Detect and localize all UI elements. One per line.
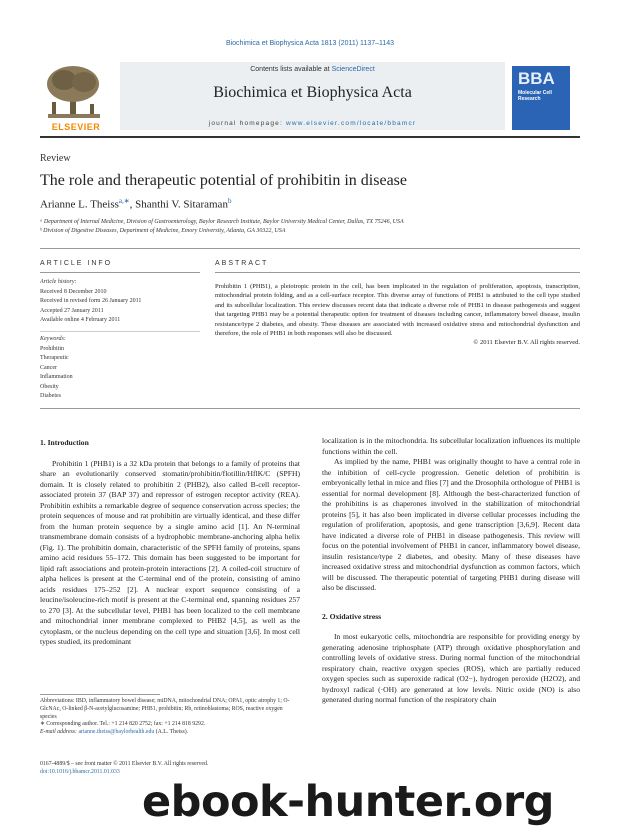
abstract-text: Prohibitin 1 (PHB1), a pleiotropic protein in the cell, has been implicated in the regulation of proliferation, apoptosis, transcription, mitochondrial protein folding, and as a cell-surface receptor. This diverse array of functions of PHB1 is attributed to the cell type studied and its subcellular localization. This review discusses recent data that indicate a diverse role of PHB1 in disease pathogenesis and suggest that targeting PHB1 may be a potential therapeutic option for treatment of diseases including cancer, inflammatory bowel disease, insulin resistance/type 2 diabetes, and obesity. These diseases are associated with increased oxidative stress and mitochondrial dysfunction and therefore, the role of PHB1 in both responses will also be discussed. — [215, 283, 580, 338]
contents-prefix: Contents lists available at — [250, 66, 330, 73]
email-footnote — [40, 729, 298, 737]
email-suffix: (A.L. Theiss). — [154, 729, 189, 736]
author-affiliation-mark[interactable]: b — [227, 197, 232, 205]
divider — [40, 272, 200, 273]
article-info-heading: ARTICLE INFO — [40, 260, 113, 267]
author-list — [40, 197, 231, 211]
journal-homepage — [120, 120, 505, 127]
divider — [40, 248, 580, 249]
keyword: Cancer — [40, 364, 57, 371]
keyword: Prohibitin — [40, 345, 65, 352]
history-received: Received 8 December 2010 — [40, 288, 107, 295]
paragraph: localization is in the mitochondria. Its subcellular localization influences its multiple functions within the cell. — [322, 436, 580, 456]
history-label: Article history: — [40, 279, 77, 285]
divider — [40, 408, 580, 409]
keyword: Inflammation — [40, 374, 73, 380]
keywords-block — [40, 335, 200, 402]
paragraph: As implied by the name, PHB1 was originally thought to have a central role in the inhibition of cell-cycle progression. Genetic deletion of prohibitin is embryonically lethal in mice and flies [7] and the Drosophila orthologue of PHB1 is essential for normal development [8]. Although the best-characterized function of the prohibitins is as chaperones involved in the stabilization of mitochondrial proteins [5], it has also been implicated in diverse cellular processes including the regulation of proliferation, apoptosis, and gene transcription [3,6,9]. Recent data have indicated a diverse role of PHB1 in disease pathogenesis. This review will focus on the potential involvement of PHB1 in cancer, inflammatory bowel disease, insulin resistance/type 2 diabetes, and obesity. Many of these diseases have increased oxidative stress and mitochondrial dysfunction as common factors, which will be discussed. The therapeutic potential of targeting PHB1 during disease will also be discussed. — [322, 457, 580, 592]
issn-block — [40, 760, 340, 776]
email-label: E-mail address: — [40, 729, 79, 736]
affiliation-b: ᵇ Division of Digestive Diseases, Department of Medicine, Emory University, Atlanta, GA 30322, USA — [40, 228, 286, 234]
abstract-heading: ABSTRACT — [215, 260, 269, 267]
paragraph: In most eukaryotic cells, mitochondria are responsible for providing energy by generating adenosine triphosphate (ATP) through oxidative phosphorylation and controlling levels of oxidative stress. During normal function of the mitochondrial respiratory chain, reactive oxygen species (ROS), which are partially reduced oxygen species such as superoxide radical (O2−), hydrogen peroxide (H2O2), and hydroxyl radical (·OH) are generated at low levels. Nitric oxide (NO) is also generated during normal function of the respiratory chain — [322, 632, 580, 704]
author-separator: , — [129, 198, 136, 211]
contents-availability — [120, 66, 505, 73]
author-name: Shanthi V. Sitaraman — [135, 198, 228, 211]
keyword: Obesity — [40, 383, 59, 390]
divider — [215, 272, 580, 273]
watermark-text: ebook-hunter.org — [142, 777, 554, 827]
header-divider — [40, 136, 580, 138]
elsevier-tree-logo — [42, 62, 106, 130]
corresponding-author-footnote: ∗ Corresponding author. Tel.: +1 214 820 2752; fax: +1 214 818 9292. — [40, 721, 206, 728]
body-right-column — [322, 436, 580, 706]
journal-reference[interactable]: Biochimica et Biophysica Acta 1813 (2011) 1137–1143 — [225, 40, 395, 47]
homepage-prefix: journal homepage: — [208, 120, 286, 127]
abstract-body — [215, 282, 580, 348]
history-revised: Received in revised form 26 January 2011 — [40, 298, 142, 304]
article-history — [40, 278, 200, 326]
cover-title: BBA — [518, 69, 555, 88]
doi-link[interactable]: doi:10.1016/j.bbamcr.2011.01.033 — [40, 769, 120, 775]
history-accepted: Accepted 27 January 2011 — [40, 307, 104, 314]
footnote-divider — [40, 694, 160, 695]
section-heading-introduction: 1. Introduction — [40, 438, 89, 447]
article-type: Review — [40, 153, 71, 164]
journal-title: Biochimica et Biophysica Acta — [213, 84, 412, 101]
keywords-label: Keywords: — [40, 336, 66, 342]
footnotes — [40, 698, 298, 737]
journal-cover-text — [518, 70, 564, 102]
keyword: Diabetes — [40, 393, 61, 399]
keyword: Therapeutic — [40, 355, 69, 361]
author-name: Arianne L. Theiss — [40, 198, 119, 211]
section-heading-oxidative-stress: 2. Oxidative stress — [322, 611, 382, 621]
article-title: The role and therapeutic potential of prohibitin in disease — [40, 172, 407, 189]
abstract-copyright: © 2011 Elsevier B.V. All rights reserved. — [473, 339, 580, 347]
divider — [40, 331, 200, 332]
email-link[interactable]: arianne.theiss@baylorhealth.edu — [78, 729, 155, 736]
abbreviations-footnote: Abbreviations: IBD, inflammatory bowel disease; mtDNA, mitochondrial DNA; OPA1, optic atrophy 1; O-GlcNAc, O-linked β-N-acetylglucosamine; PHB1, prohibitin; Rb, retinoblastoma; ROS, reactive oxygen species — [40, 698, 290, 720]
affiliation-a: ᵃ Department of Internal Medicine, Division of Gastroenterology, Baylor Research Institute, Baylor University Medical Center, Dallas, TX 75246, USA — [40, 219, 404, 225]
issn-line: 0167-4889/$ – see front matter © 2011 Elsevier B.V. All rights reserved. — [40, 761, 209, 767]
author-affiliation-mark[interactable]: a,∗ — [118, 197, 130, 205]
homepage-link[interactable]: www.elsevier.com/locate/bbamcr — [285, 120, 417, 127]
history-online: Available online 4 February 2011 — [40, 317, 121, 323]
body-left-column — [40, 438, 300, 648]
publisher-wordmark: ELSEVIER — [51, 122, 101, 132]
sciencedirect-link[interactable]: ScienceDirect — [331, 66, 375, 73]
cover-subtitle: Molecular Cell Research — [518, 90, 552, 102]
paragraph: Prohibitin 1 (PHB1) is a 32 kDa protein that belongs to a family of proteins that share an evolutionarily conserved stomatin/prohibitin/flotillin/HflK/C (SPFH) domain. It is closely related to prohibitin 2 (PHB2), also called B-cell receptor-associated protein 37 (BAP 37) and repressor of estrogen receptor activity (REA). Prohibitin exhibits a remarkable degree of sequence conservation across species; the protein sequences of mouse and rat prohibitin are virtually identical, and these differ from the human protein sequence by a single amino acid [1]. An N-terminal transmembrane domain consists of a hydrophobic membrane-anchoring alpha helix (Fig. 1). The prohibitin domain, characteristic of the SPFH family of proteins, spans amino acid residues 55–172. This domain has been suggested to be important for lipid raft associations and protein-protein interactions [2]. A coiled-coil structure of alpha helices is present at the C-terminal end of the protein, consisting of amino acids residues 175–252 [2]. A nuclear export sequence consisting of a leucine/isoleucine-rich motif is present at the C-terminal end, spanning residues 257 to 270 [3]. At the subcellular level, PHB1 has been localized to the cell membrane and mitochondrial inner membrane complexed to PHB2 [4,5], as well as the cytoplasm, or the nucleus depending on the cell type and situation [3,6]. In most cell types studied, its predominant — [40, 458, 300, 646]
